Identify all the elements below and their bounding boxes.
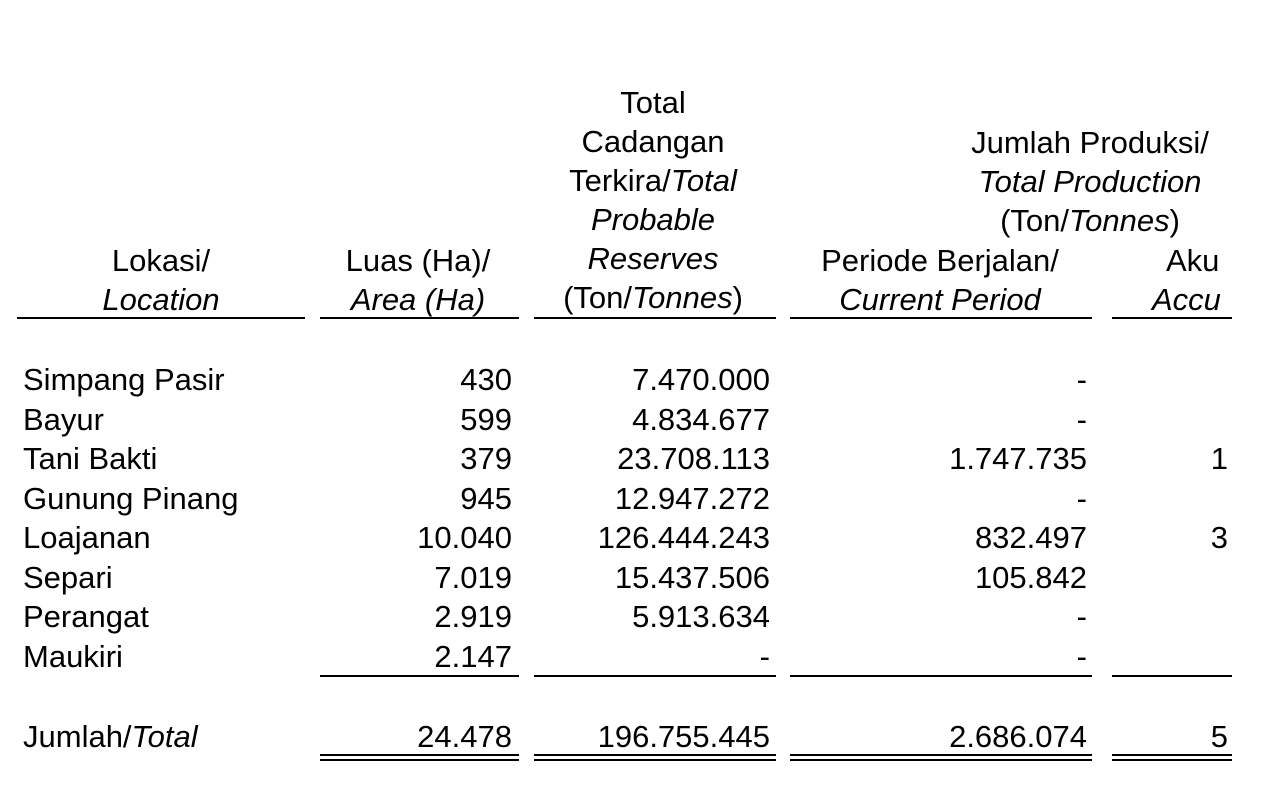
- cell-reserves: -: [759, 638, 770, 674]
- cell-current-period: -: [1076, 401, 1087, 437]
- total-reserves: 196.755.445: [597, 719, 770, 754]
- header-area: Luas (Ha)/ Area (Ha): [345, 243, 491, 317]
- total-label: Jumlah/Total: [23, 719, 198, 754]
- total-double-rule-area: [320, 754, 519, 761]
- cell-current-period: 832.497: [974, 520, 1087, 555]
- total-current-period: 2.686.074: [949, 719, 1087, 754]
- subtotal-rule-reserves: [534, 675, 776, 677]
- header-location: Lokasi/ Location: [102, 243, 220, 317]
- subtotal-rule-current: [790, 675, 1092, 677]
- cell-area: 2.147: [434, 638, 512, 674]
- subtotal-rule-accumulated: [1112, 675, 1232, 677]
- cell-current-period: -: [1076, 362, 1087, 397]
- cell-reserves: 15.437.506: [614, 559, 770, 595]
- cell-area: 945: [460, 480, 512, 516]
- header-reserves: Total Cadangan Terkira/Total Probable Reserves (Ton/Tonnes): [563, 85, 743, 315]
- cell-current-period: 105.842: [974, 559, 1087, 595]
- total-double-rule-reserves: [534, 754, 776, 761]
- cell-reserves: 23.708.113: [617, 441, 770, 476]
- cell-location: Maukiri: [23, 638, 123, 674]
- header-accumulated: Aku Accu: [1152, 243, 1221, 317]
- header-rule-area: [320, 317, 519, 319]
- header-rule-current: [790, 317, 1092, 319]
- cell-reserves: 4.834.677: [632, 401, 770, 437]
- cell-location: Tani Bakti: [23, 441, 158, 476]
- cell-location: Loajanan: [23, 520, 151, 555]
- cell-location: Simpang Pasir: [23, 362, 225, 397]
- header-rule-accumulated: [1112, 317, 1232, 319]
- cell-reserves: 5.913.634: [632, 599, 770, 634]
- total-accumulated: 5: [1210, 719, 1228, 754]
- total-double-rule-current: [790, 754, 1092, 761]
- cell-area: 599: [460, 401, 512, 437]
- cell-accumulated: 3: [1210, 520, 1228, 555]
- header-production-group: Jumlah Produksi/ Total Production (Ton/Tonnes): [971, 125, 1209, 238]
- cell-area: 2.919: [434, 599, 512, 634]
- cell-area: 430: [460, 362, 512, 397]
- cell-location: Perangat: [23, 599, 149, 634]
- cell-accumulated: 1: [1210, 441, 1228, 476]
- cell-current-period: -: [1076, 599, 1087, 634]
- subtotal-rule-area: [320, 675, 519, 677]
- header-rule-location: [17, 317, 305, 319]
- cell-current-period: -: [1076, 638, 1087, 674]
- header-rule-reserves: [534, 317, 776, 319]
- cell-current-period: 1.747.735: [949, 441, 1087, 476]
- cell-location: Gunung Pinang: [23, 480, 239, 516]
- cell-reserves: 7.470.000: [632, 362, 770, 397]
- total-double-rule-accumulated: [1112, 754, 1232, 761]
- cell-reserves: 126.444.243: [597, 520, 770, 555]
- header-current-period: Periode Berjalan/ Current Period: [821, 243, 1059, 317]
- cell-area: 10.040: [417, 520, 512, 555]
- cell-location: Separi: [23, 559, 113, 595]
- total-area: 24.478: [417, 719, 512, 754]
- cell-area: 379: [460, 441, 512, 476]
- cell-location: Bayur: [23, 401, 104, 437]
- cell-current-period: -: [1076, 480, 1087, 516]
- cell-reserves: 12.947.272: [614, 480, 770, 516]
- cell-area: 7.019: [434, 559, 512, 595]
